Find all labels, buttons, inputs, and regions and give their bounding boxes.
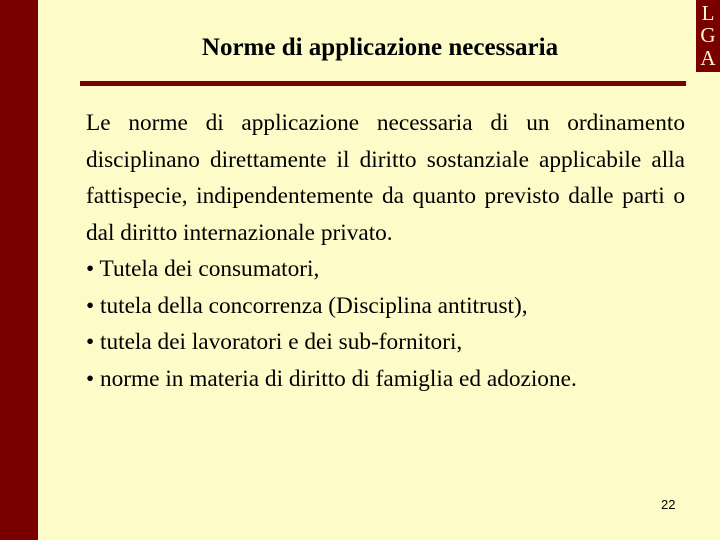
title-divider (80, 81, 686, 86)
left-accent-bar (0, 0, 38, 540)
bullet-item-1: • Tutela dei consumatori, (86, 256, 320, 282)
logo-letter-a: A (700, 46, 716, 71)
slide-title: Norme di applicazione necessaria (201, 34, 559, 61)
logo-letter-g: G (700, 23, 716, 48)
intro-paragraph: Le norme di applicazione necessaria di un ordinamento disciplinano direttamente il diritto sostanziale applicabile alla fattispecie, indipendentemente da quanto previsto dalle parti o dal diritto internazionale privato. (86, 110, 685, 246)
bullet-item-2: • tutela della concorrenza (Disciplina antitrust), (86, 292, 528, 319)
page-number: 22 (661, 497, 676, 512)
bullet-item-3: • tutela dei lavoratori e dei sub-fornitori, (86, 329, 463, 355)
logo-letter-l: L (701, 0, 715, 25)
lga-logo (696, 0, 720, 72)
bullet-item-4: • norme in materia di diritto di famiglia ed adozione. (86, 365, 577, 392)
slide-body (86, 105, 685, 397)
